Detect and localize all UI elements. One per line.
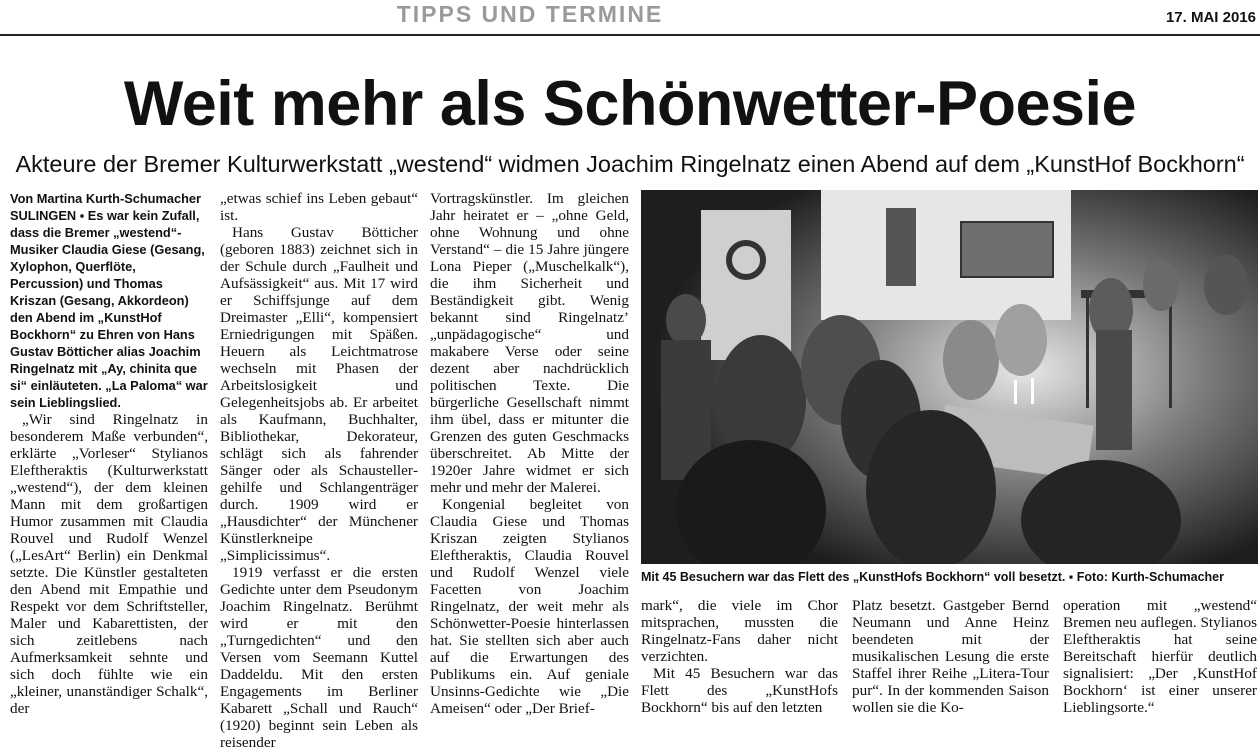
- body-paragraph: Hans Gustav Bötticher (geboren 1883) zeichnet sich in der Schule durch „Faulheit und Aufsässigkeit“ aus. Mit 17 wird er Schiffsjunge auf dem Dreimaster „Elli“, kompensiert Erniedrigungen mit Späßen. Heuern als Leichtmatrose wechseln mit Phasen der Arbeitslosigkeit und Gelegenheitsjobs ab. Er arbeitet als Kaufmann, Buchhalter, Bibliothekar, Dekorateur, schlägt sich als fahrender Sänger oder als Schaustellergehilfe und Schlangenträger durch. 1909 wird er „Hausdichter“ der Münchener Künstlerkneipe „Simplicissimus“.: [220, 224, 418, 564]
- body-paragraph: mark“, die viele im Chor mitsprachen, mussten die Ringelnatz-Fans daher nicht verzichten.: [641, 597, 838, 665]
- body-paragraph: „etwas schief ins Leben gebaut“ ist.: [220, 190, 418, 224]
- subheadline: Akteure der Bremer Kulturwerkstatt „westend“ widmen Joachim Ringelnatz einen Abend auf dem „KunstHof Bockhorn“: [15, 151, 1245, 177]
- body-paragraph: Platz besetzt. Gastgeber Bernd Neumann und Anne Heinz beendeten mit der musikalischen Lesung die erste Staffel ihrer Reihe „Litera-Tour pur“. In der kommenden Saison wollen sie die Ko-: [852, 597, 1049, 716]
- event-photo: [641, 190, 1258, 564]
- byline: Von Martina Kurth-Schumacher: [10, 191, 202, 206]
- lead-paragraph: SULINGEN ▪ Es war kein Zufall, dass die Bremer „westend“-Musiker Claudia Giese (Gesang, Xylophon, Querflöte, Percussion) und Thomas Kriszan (Gesang, Akkordeon) den Abend im „KunstHof Bockhorn“ zu Ehren von Hans Gustav Bötticher alias Joachim Ringelnatz mit „Ay, chinita que si“ einläuteten. „La Paloma“ war sein Lieblingslied.: [10, 208, 208, 410]
- page-header: [0, 0, 1260, 36]
- issue-date: 17. MAI 2016: [1165, 9, 1256, 26]
- body-paragraph: Kongenial begleitet von Claudia Giese und Thomas Kriszan zeigten Stylianos Eleftheraktis, Claudia Rouvel und Rudolf Wenzel viele Facetten von Joachim Ringelnatz, der weit mehr als Schönwetter-Poesie hinterlassen hat. Sie stellten sich aber auch auf die Erwartungen des Publikums ein. Auf geniale Unsinns-Gedichte wie „Die Ameisen“ oder „Der Brief-: [430, 496, 629, 717]
- article-column-5: [852, 597, 1049, 716]
- body-paragraph: 1919 verfasst er die ersten Gedichte unter dem Pseudonym Joachim Ringelnatz. Berühmt wird er mit den „Turngedichten“ und den Versen vom Seemann Kuttel Daddeldu. Mit den ersten Engagements im Berliner Kabarett „Schall und Rauch“ (1920) beginnt sein Leben als reisender: [220, 564, 418, 751]
- article-column-3: [430, 190, 629, 717]
- article-column-4: [641, 597, 838, 716]
- section-title: TIPPS UND TERMINE: [396, 1, 664, 27]
- headline: Weit mehr als Schönwetter-Poesie: [123, 69, 1137, 139]
- article-column-6: [1063, 597, 1257, 716]
- body-paragraph: Vortragskünstler. Im gleichen Jahr heiratet er – „ohne Geld, ohne Wohnung und ohne Verstand“ – die 15 Jahre jüngere Lona Pieper („Muschelkalk“), die ihm Sicherheit und Beständigkeit gibt. Wenig bekannt sind Ringelnatz’ „unpädagogische“ und makabere Verse oder seine dezent aber nachdrücklich politischen Texte. Die bürgerliche Gesellschaft nimmt ihm übel, dass er mitunter die Grenzen des guten Geschmacks überschreitet. Ab Mitte der 1920er Jahre widmet er sich mehr und mehr der Malerei.: [430, 190, 629, 496]
- body-paragraph: „Wir sind Ringelnatz in besonderem Maße verbunden“, erklärte „Vorleser“ Stylianos Eleftheraktis (Kulturwerkstatt „westend“), der dem kleinen Mann mit dem großartigen Humor zusammen mit Claudia Rouvel und Rudolf Wenzel („LesArt“ Berlin) ein Denkmal setzte. Die Künstler gestalteten den Abend mit Empathie und Respekt vor dem Schriftsteller, Maler und Kabarettisten, der sich zeitlebens nach Aufmerksamkeit sehnte und sich doch fühlte wie ein „kleiner, unanständiger Schalk“, der: [10, 411, 208, 717]
- photo-caption: Mit 45 Besuchern war das Flett des „KunstHofs Bockhorn“ voll besetzt. ▪ Foto: Kurth-Schumacher: [641, 570, 1224, 584]
- article-column-2: [220, 190, 418, 751]
- body-paragraph: Mit 45 Besuchern war das Flett des „KunstHofs Bockhorn“ bis auf den letzten: [641, 665, 838, 716]
- body-paragraph: operation mit „westend“ Bremen neu auflegen. Stylianos Eleftheraktis hat seine Bereitschaft hierfür deutlich signalisiert: „Der ‚KunstHof Bockhorn‘ ist einer unserer Lieblingsorte.“: [1063, 597, 1258, 716]
- article-column-1: [10, 190, 208, 717]
